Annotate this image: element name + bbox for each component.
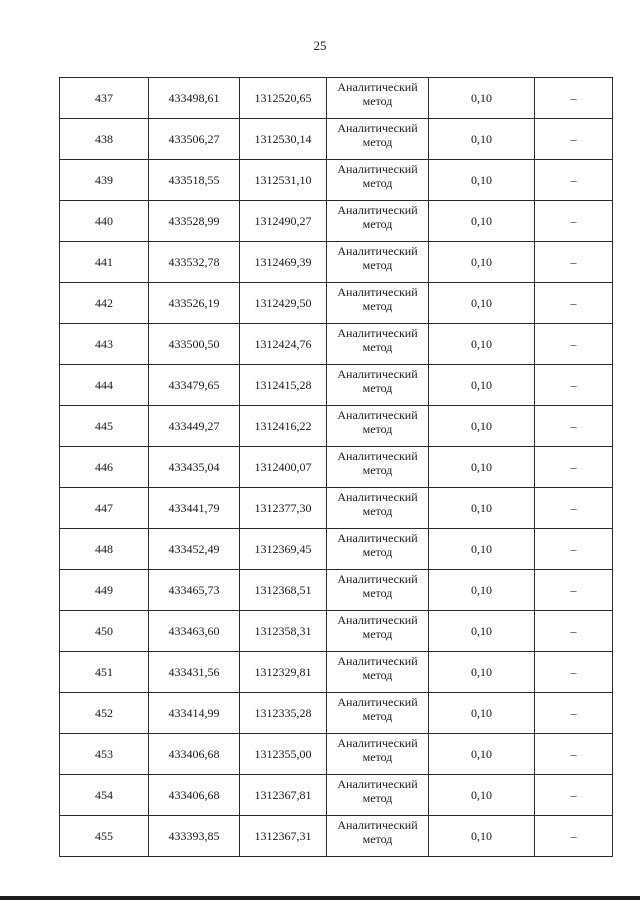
point-number-cell: 446 [60,447,149,488]
point-number-cell: 442 [60,283,149,324]
y-coordinate-cell: 1312329,81 [240,652,327,693]
y-coordinate-cell: 1312415,28 [240,365,327,406]
point-number-cell: 451 [60,652,149,693]
method-cell [327,529,429,570]
note-cell: – [535,488,613,529]
note-cell: – [535,78,613,119]
y-coordinate-cell: 1312469,39 [240,242,327,283]
table-row [60,734,613,775]
method-cell [327,611,429,652]
accuracy-cell: 0,10 [429,78,535,119]
coordinates-table-body [60,78,613,857]
accuracy-cell: 0,10 [429,734,535,775]
accuracy-cell: 0,10 [429,242,535,283]
y-coordinate-cell: 1312369,45 [240,529,327,570]
point-number-cell: 445 [60,406,149,447]
point-number-cell: 441 [60,242,149,283]
x-coordinate-cell: 433528,99 [149,201,240,242]
method-cell [327,78,429,119]
x-coordinate-cell: 433463,60 [149,611,240,652]
note-cell: – [535,406,613,447]
method-cell [327,283,429,324]
note-cell: – [535,734,613,775]
method-cell [327,734,429,775]
point-number-cell: 438 [60,119,149,160]
point-number-cell: 453 [60,734,149,775]
method-text: Аналитический метод [337,736,418,764]
note-cell: – [535,611,613,652]
method-cell [327,406,429,447]
x-coordinate-cell: 433526,19 [149,283,240,324]
x-coordinate-cell: 433449,27 [149,406,240,447]
accuracy-cell: 0,10 [429,160,535,201]
method-cell [327,201,429,242]
note-cell: – [535,775,613,816]
accuracy-cell: 0,10 [429,119,535,160]
method-cell [327,324,429,365]
accuracy-cell: 0,10 [429,570,535,611]
table-row [60,652,613,693]
table-row [60,365,613,406]
method-text: Аналитический метод [337,121,418,149]
method-text: Аналитический метод [337,326,418,354]
method-text: Аналитический метод [337,777,418,805]
method-cell [327,447,429,488]
x-coordinate-cell: 433506,27 [149,119,240,160]
method-text: Аналитический метод [337,408,418,436]
method-text: Аналитический метод [337,613,418,641]
table-row [60,816,613,857]
y-coordinate-cell: 1312335,28 [240,693,327,734]
x-coordinate-cell: 433498,61 [149,78,240,119]
table-row [60,488,613,529]
point-number-cell: 450 [60,611,149,652]
coordinates-table [59,77,613,857]
x-coordinate-cell: 433452,49 [149,529,240,570]
note-cell: – [535,693,613,734]
method-text: Аналитический метод [337,203,418,231]
point-number-cell: 444 [60,365,149,406]
method-cell [327,775,429,816]
accuracy-cell: 0,10 [429,529,535,570]
method-cell [327,365,429,406]
point-number-cell: 448 [60,529,149,570]
point-number-cell: 440 [60,201,149,242]
table-row [60,570,613,611]
method-text: Аналитический метод [337,162,418,190]
accuracy-cell: 0,10 [429,488,535,529]
x-coordinate-cell: 433479,65 [149,365,240,406]
y-coordinate-cell: 1312367,31 [240,816,327,857]
accuracy-cell: 0,10 [429,406,535,447]
method-text: Аналитический метод [337,367,418,395]
table-row [60,324,613,365]
method-text: Аналитический метод [337,80,418,108]
x-coordinate-cell: 433435,04 [149,447,240,488]
method-cell [327,242,429,283]
table-row [60,693,613,734]
point-number-cell: 449 [60,570,149,611]
note-cell: – [535,201,613,242]
note-cell: – [535,119,613,160]
point-number-cell: 437 [60,78,149,119]
table-row [60,283,613,324]
y-coordinate-cell: 1312490,27 [240,201,327,242]
note-cell: – [535,324,613,365]
y-coordinate-cell: 1312424,76 [240,324,327,365]
accuracy-cell: 0,10 [429,365,535,406]
x-coordinate-cell: 433414,99 [149,693,240,734]
note-cell: – [535,816,613,857]
note-cell: – [535,570,613,611]
method-text: Аналитический метод [337,654,418,682]
x-coordinate-cell: 433441,79 [149,488,240,529]
method-text: Аналитический метод [337,490,418,518]
table-row [60,160,613,201]
point-number-cell: 439 [60,160,149,201]
note-cell: – [535,283,613,324]
point-number-cell: 447 [60,488,149,529]
accuracy-cell: 0,10 [429,816,535,857]
y-coordinate-cell: 1312400,07 [240,447,327,488]
x-coordinate-cell: 433406,68 [149,734,240,775]
x-coordinate-cell: 433406,68 [149,775,240,816]
y-coordinate-cell: 1312355,00 [240,734,327,775]
y-coordinate-cell: 1312368,51 [240,570,327,611]
scan-bottom-edge [0,896,640,900]
x-coordinate-cell: 433431,56 [149,652,240,693]
x-coordinate-cell: 433500,50 [149,324,240,365]
y-coordinate-cell: 1312520,65 [240,78,327,119]
x-coordinate-cell: 433465,73 [149,570,240,611]
y-coordinate-cell: 1312530,14 [240,119,327,160]
table-row [60,201,613,242]
method-cell [327,570,429,611]
table-row [60,529,613,570]
note-cell: – [535,242,613,283]
page-number: 25 [313,38,327,53]
accuracy-cell: 0,10 [429,652,535,693]
y-coordinate-cell: 1312531,10 [240,160,327,201]
table-row [60,78,613,119]
accuracy-cell: 0,10 [429,201,535,242]
table-row [60,242,613,283]
method-text: Аналитический метод [337,449,418,477]
method-text: Аналитический метод [337,531,418,559]
note-cell: – [535,652,613,693]
accuracy-cell: 0,10 [429,611,535,652]
accuracy-cell: 0,10 [429,283,535,324]
point-number-cell: 455 [60,816,149,857]
table-row [60,611,613,652]
x-coordinate-cell: 433393,85 [149,816,240,857]
note-cell: – [535,365,613,406]
y-coordinate-cell: 1312367,81 [240,775,327,816]
y-coordinate-cell: 1312358,31 [240,611,327,652]
table-row [60,119,613,160]
accuracy-cell: 0,10 [429,324,535,365]
method-text: Аналитический метод [337,285,418,313]
point-number-cell: 443 [60,324,149,365]
method-cell [327,693,429,734]
method-cell [327,652,429,693]
y-coordinate-cell: 1312429,50 [240,283,327,324]
accuracy-cell: 0,10 [429,447,535,488]
y-coordinate-cell: 1312416,22 [240,406,327,447]
point-number-cell: 452 [60,693,149,734]
method-text: Аналитический метод [337,818,418,846]
table-row [60,447,613,488]
accuracy-cell: 0,10 [429,775,535,816]
table-row [60,406,613,447]
point-number-cell: 454 [60,775,149,816]
method-cell [327,816,429,857]
x-coordinate-cell: 433532,78 [149,242,240,283]
method-text: Аналитический метод [337,572,418,600]
table-row [60,775,613,816]
method-text: Аналитический метод [337,244,418,272]
note-cell: – [535,529,613,570]
method-cell [327,119,429,160]
method-cell [327,488,429,529]
y-coordinate-cell: 1312377,30 [240,488,327,529]
accuracy-cell: 0,10 [429,693,535,734]
note-cell: – [535,447,613,488]
method-cell [327,160,429,201]
note-cell: – [535,160,613,201]
x-coordinate-cell: 433518,55 [149,160,240,201]
method-text: Аналитический метод [337,695,418,723]
